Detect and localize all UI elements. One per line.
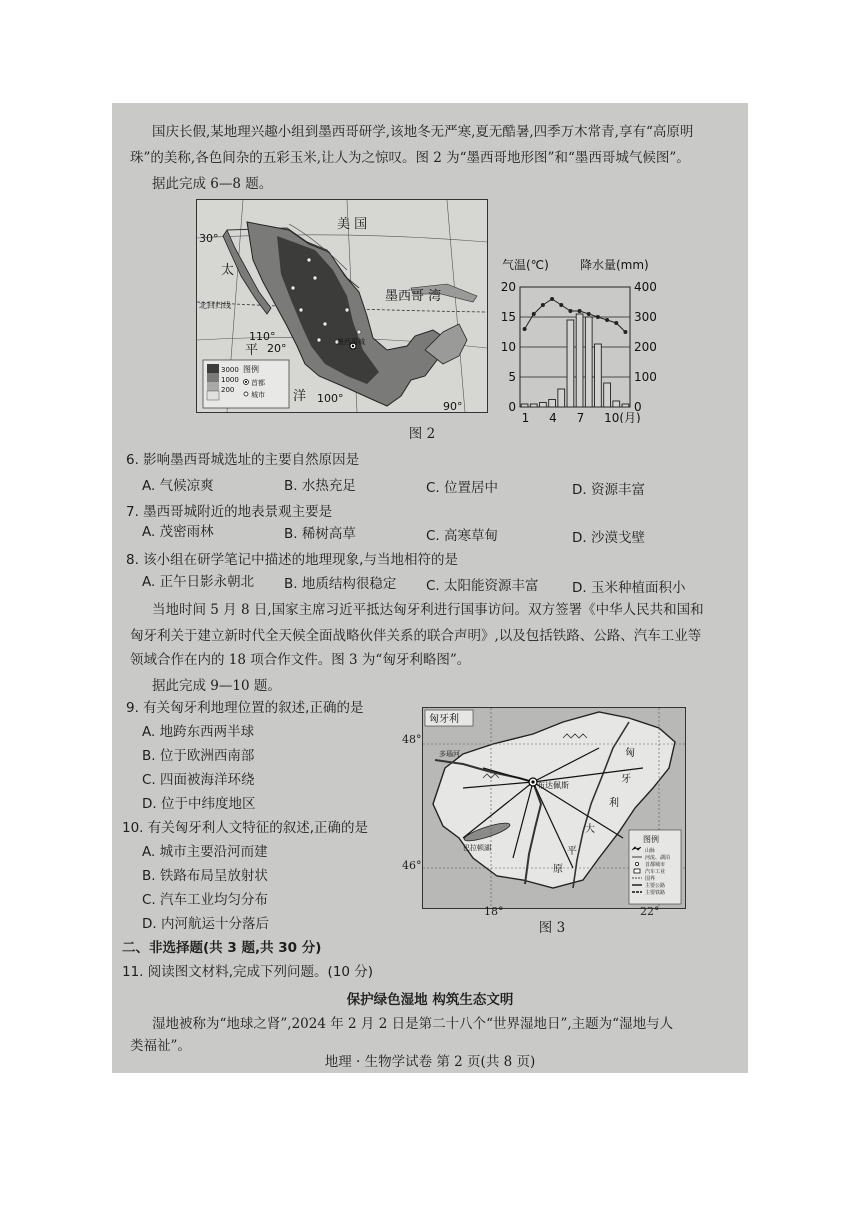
hungary-legend-item-2: 河流、湖泊 [645,855,671,861]
precip-bar [567,320,574,407]
q9-option-b: B. 位于欧洲西南部 [142,748,255,764]
map-label-lat20: 20° [267,342,287,355]
q10-option-b: B. 铁路布局呈放射状 [142,868,268,884]
precip-bar [530,404,537,407]
precip-tick-label: 100 [634,370,657,384]
q7-option-a: A. 茂密雨林 [142,524,214,540]
q8-option-c: C. 太阳能资源丰富 [426,578,539,594]
hungary-label-lake: 巴拉顿湖 [463,844,491,852]
hungary-label-lat46: 46° [402,859,422,872]
q6-option-d: D. 资源丰富 [572,482,645,498]
temp-tick-label: 20 [500,280,516,294]
hungary-legend-item-5: 国界 [645,876,656,882]
climate-chart-svg [498,253,668,423]
para2-line-2: 匈牙利关于建立新时代全天候全面战略伙伴关系的联合声明》,以及包括铁路、公路、汽车工业等 [130,628,702,644]
temp-point [559,303,563,307]
temp-tick-label: 15 [500,310,516,324]
fig3-caption: 图 3 [538,920,566,936]
map-label-lon100: 100° [317,392,344,405]
precip-bar [558,389,565,407]
mexico-map-drawing [197,200,487,412]
temp-point [541,303,545,307]
hungary-label-plain-3: 原 [553,864,563,875]
temp-point [568,309,572,313]
month-tick-label: 10(月) [604,411,641,423]
page-footer: 地理 · 生物学试卷 第 2 页(共 8 页) [324,1054,536,1070]
q6-option-b: B. 水热充足 [284,478,356,494]
intro-line-3: 据此完成 6—8 题。 [152,176,273,192]
precip-bar [622,404,629,407]
q11-stem: 11. 阅读图文材料,完成下列问题。(10 分) [122,964,374,980]
q10-stem: 10. 有关匈牙利人文特征的叙述,正确的是 [122,820,369,836]
para2-line-1: 当地时间 5 月 8 日,国家主席习近平抵达匈牙利进行国事访问。双方签署《中华人民共和国和 [152,602,704,618]
temp-point [605,318,609,322]
temp-point [614,321,618,325]
temp-axis-label: 气温(℃) [502,258,549,272]
q7-stem: 7. 墨西哥城附近的地表景观主要是 [126,504,333,520]
precip-bar [595,344,602,407]
fig2-caption: 图 2 [408,426,436,442]
legend-city: 城市 [251,391,265,399]
q8-option-a: A. 正午日影永朝北 [142,574,255,590]
month-tick-label: 4 [549,411,557,423]
hungary-legend-item-3: 首都城市 [645,862,666,868]
q7-option-c: C. 高寒草甸 [426,528,499,544]
map-label-capital: 墨西哥城 [337,338,365,346]
temp-point [550,297,554,301]
map-label-tropic: 北回归线 [199,301,231,310]
hungary-legend-item-6: 主要公路 [645,883,666,889]
month-tick-label: 7 [576,411,585,423]
hungary-map-title: 匈牙利 [429,714,459,725]
month-tick-label: 1 [521,411,530,423]
hungary-label-lat48: 48° [402,733,422,746]
precip-bar [613,401,620,407]
hungary-label-plain-2: 平 [567,846,577,857]
precip-tick-label: 0 [634,400,642,414]
hungary-legend [629,830,681,904]
hungary-legend-title: 图例 [643,835,659,844]
temp-line [525,299,626,332]
legend-elev-1000: 1000 [221,376,239,384]
intro-line-2: 珠”的美称,各色间杂的五彩玉米,让人为之惊叹。图 2 为“墨西哥地形图”和“墨西哥城气候图”。 [130,150,690,166]
hungary-label-danube: 多瑙河 [439,750,460,758]
q7-option-b: B. 稀树高草 [284,526,356,542]
q10-option-a: A. 城市主要沿河而建 [142,844,268,860]
map-label-usa: 美 国 [337,217,368,232]
para3-line-1: 湿地被称为“地球之肾”,2024 年 2 月 2 日是第二十八个“世界湿地日”,主题为“湿地与人 [152,1016,674,1032]
hungary-label-region-2: 牙 [621,774,631,785]
hungary-legend-item-7: 主要铁路 [645,890,666,896]
map-label-gulf: 墨西哥 湾 [385,289,442,304]
hungary-label-capital: 布达佩斯 [537,781,569,790]
temp-point [578,309,582,313]
map-label-lat30: 30° [199,232,219,245]
map-label-lon110: 110° [249,330,276,343]
precip-axis-label: 降水量(mm) [580,258,649,272]
legend-elev-200: 200 [221,386,235,394]
map-label-ocean-tai: 太 [221,263,235,278]
exam-page [112,103,748,1073]
section-2-heading: 二、非选择题(共 3 题,共 30 分) [122,940,322,956]
hungary-legend-item-4: 汽车工业 [645,869,666,875]
temp-point [532,312,536,316]
q11-subtitle: 保护绿色湿地 构筑生态文明 [346,992,514,1008]
precip-tick-label: 200 [634,340,657,354]
q9-option-a: A. 地跨东西两半球 [142,724,255,740]
para2-line-3: 领域合作在内的 18 项合作文件。图 3 为“匈牙利略图”。 [130,652,471,668]
temp-point [623,330,627,334]
legend-capital: 首都 [251,379,265,387]
para2-line-4: 据此完成 9—10 题。 [152,678,281,694]
legend-title: 图例 [243,365,259,374]
map-label-lon90: 90° [443,400,463,412]
q8-stem: 8. 该小组在研学笔记中描述的地理现象,与当地相符的是 [126,552,458,568]
temp-tick-label: 0 [508,400,516,414]
hungary-label-lon18: 18° [484,905,504,918]
mexico-map [196,199,488,413]
q6-option-a: A. 气候凉爽 [142,478,214,494]
q6-option-c: C. 位置居中 [426,480,499,496]
precip-bar [585,317,592,407]
q10-option-d: D. 内河航运十分落后 [142,916,269,932]
q7-option-d: D. 沙漠戈壁 [572,530,645,546]
precip-bar [540,403,547,408]
temp-point [587,312,591,316]
precip-bar [576,314,583,407]
intro-line-1: 国庆长假,某地理兴趣小组到墨西哥研学,该地冬无严寒,夏无酷暑,四季万木常青,享有“高原明 [152,124,694,140]
map-label-ocean-yang: 洋 [293,389,307,404]
temp-tick-label: 10 [500,340,516,354]
precip-bar [604,383,611,407]
temp-point [523,327,527,331]
climate-chart [498,253,668,423]
hungary-label-plain-1: 大 [585,824,595,835]
q9-stem: 9. 有关匈牙利地理位置的叙述,正确的是 [126,700,364,716]
hungary-map [422,707,686,909]
precip-tick-label: 400 [634,280,657,294]
map-label-ocean-ping: 平 [245,343,259,358]
q8-option-b: B. 地质结构很稳定 [284,576,397,592]
q10-option-c: C. 汽车工业均匀分布 [142,892,269,908]
q9-option-c: C. 四面被海洋环绕 [142,772,255,788]
q8-option-d: D. 玉米种植面积小 [572,580,686,596]
precip-bar [549,400,556,408]
hungary-map-drawing [423,708,685,908]
temp-tick-label: 5 [508,370,516,384]
q9-option-d: D. 位于中纬度地区 [142,796,256,812]
hungary-legend-item-1: 山脉 [645,848,656,854]
hungary-label-lon22: 22° [640,905,660,918]
precip-bar [521,404,528,407]
precip-tick-label: 300 [634,310,657,324]
hungary-label-region-3: 利 [609,798,619,809]
para3-line-2: 类福祉”。 [130,1038,191,1054]
hungary-label-region-1: 匈 [625,748,635,759]
map-legend [203,360,289,408]
legend-elev-3000: 3000 [221,366,239,374]
q6-stem: 6. 影响墨西哥城选址的主要自然原因是 [126,452,360,468]
temp-point [596,315,600,319]
